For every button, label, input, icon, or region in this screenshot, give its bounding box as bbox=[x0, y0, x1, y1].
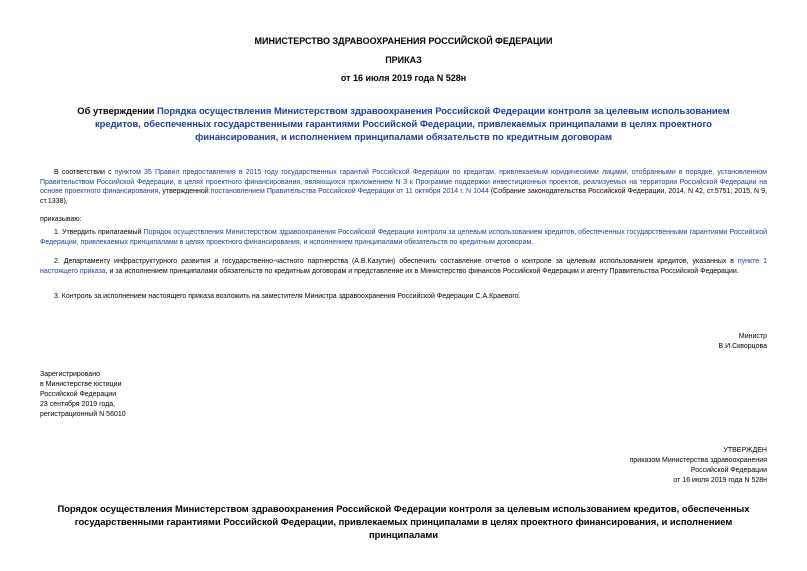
preamble-link-decree[interactable]: постановлением Правительства Российской Федерации от 11 октября 2014 г. N 1044 bbox=[210, 188, 489, 196]
preamble-paragraph bbox=[40, 168, 767, 206]
item-2-end: , и за исполнением принципалами обязательств по кредитным договорам и представление их в Министерство финансов Российской Федерации и агенту Правительства Российской Федерации. bbox=[105, 267, 739, 275]
doc-type-heading: ПРИКАЗ bbox=[385, 55, 422, 65]
item-1-text: 1. Утвердить прилагаемый bbox=[54, 229, 144, 236]
approval-line: Российской Федерации bbox=[690, 467, 767, 474]
approval-line: УТВЕРЖДЕН bbox=[723, 447, 767, 454]
item-2-link[interactable]: пункте 1 настоящего приказа bbox=[40, 258, 767, 275]
item-1-link[interactable]: Порядок осуществления Министерством здравоохранения Российской Федерации контроля за целевым использованием кредитов, обеспеченных государственными гарантиями Российской Федерации, привлекаемых принципалами в целях проектного финансирования, и исполнением принципалами обязательств по кредитным договорам bbox=[40, 229, 768, 246]
title-link[interactable]: Порядка осуществления Министерством здравоохранения Российской Федерации контроля за целевым использованием кредитов, обеспеченных государственными гарантиями Российской Федерации, привлекаемых принципалами в целях проектного финансирования, и исполнением принципалами обязательств по кредитным договорам bbox=[94, 105, 730, 142]
registration-line: в Министерстве юстиции bbox=[40, 381, 122, 388]
signature-name: В.И.Скворцова bbox=[718, 343, 767, 350]
order-word: приказываю: bbox=[40, 216, 82, 223]
signature-block bbox=[719, 332, 768, 352]
ministry-heading: МИНИСТЕРСТВО ЗДРАВООХРАНЕНИЯ РОССИЙСКОЙ ФЕДЕРАЦИИ bbox=[254, 36, 553, 46]
registration-line: 23 сентября 2019 года, bbox=[40, 401, 116, 408]
registration-line: регистрационный N 56010 bbox=[40, 411, 126, 418]
item-1-end: . bbox=[531, 238, 534, 246]
approval-line: приказом Министерства здравоохранения bbox=[629, 457, 767, 464]
item-2-paragraph bbox=[40, 257, 767, 276]
doc-date-number: от 16 июля 2019 года N 528н bbox=[340, 73, 467, 83]
approval-block bbox=[630, 446, 767, 486]
preamble-text-3: (Собрание законодательства Российской Федерации, 2014, N 42, ст.5751; 2015, N 9, ст.1338), bbox=[40, 188, 767, 205]
registration-line: Зарегистрировано bbox=[40, 371, 100, 378]
item-2-text: 2. Департаменту инфраструктурного развития и государственно-частного партнерства (А.В.Казутин) обеспечить составление отчетов о контроле за целевым использованием кредитов, указанных в bbox=[54, 258, 738, 265]
signature-role: Министр bbox=[738, 333, 767, 340]
item-3-paragraph: 3. Контроль за исполнением настоящего приказа возложить на заместителя Министра здравоохранения Российской Федерации С.А.Краевого. bbox=[54, 293, 521, 300]
preamble-text-2: , утвержденной bbox=[158, 188, 211, 196]
approval-line: от 16 июля 2019 года N 528н bbox=[673, 477, 767, 484]
registration-line: Российской Федерации bbox=[40, 391, 117, 398]
item-1-paragraph bbox=[40, 228, 767, 247]
title-prefix: Об утверждении bbox=[77, 105, 157, 116]
registration-block bbox=[40, 370, 126, 420]
preamble-text-1: В соответствии с bbox=[54, 169, 115, 176]
preamble-link-rules[interactable]: пунктом 35 Правил предоставления в 2015 году государственных гарантий Российской Федерации по кредитам, привлекаемым юридическими лицами, отобранными в порядке, установленном Правительством Российской Федерации, в целях проектного финансирования, являющихся приложением N 3 к Программе поддержки инвестиционных проектов, реализуемых на территории Российской Федерации на основе проектного финансирования bbox=[40, 169, 767, 196]
document-title bbox=[60, 104, 747, 143]
appendix-title: Порядок осуществления Министерством здравоохранения Российской Федерации контроля за целевым использованием кредитов, обеспеченных государственными гарантиями Российской Федерации, привлекаемых принципалами в целях проектного финансирования, и исполнением принципалами bbox=[57, 503, 750, 540]
